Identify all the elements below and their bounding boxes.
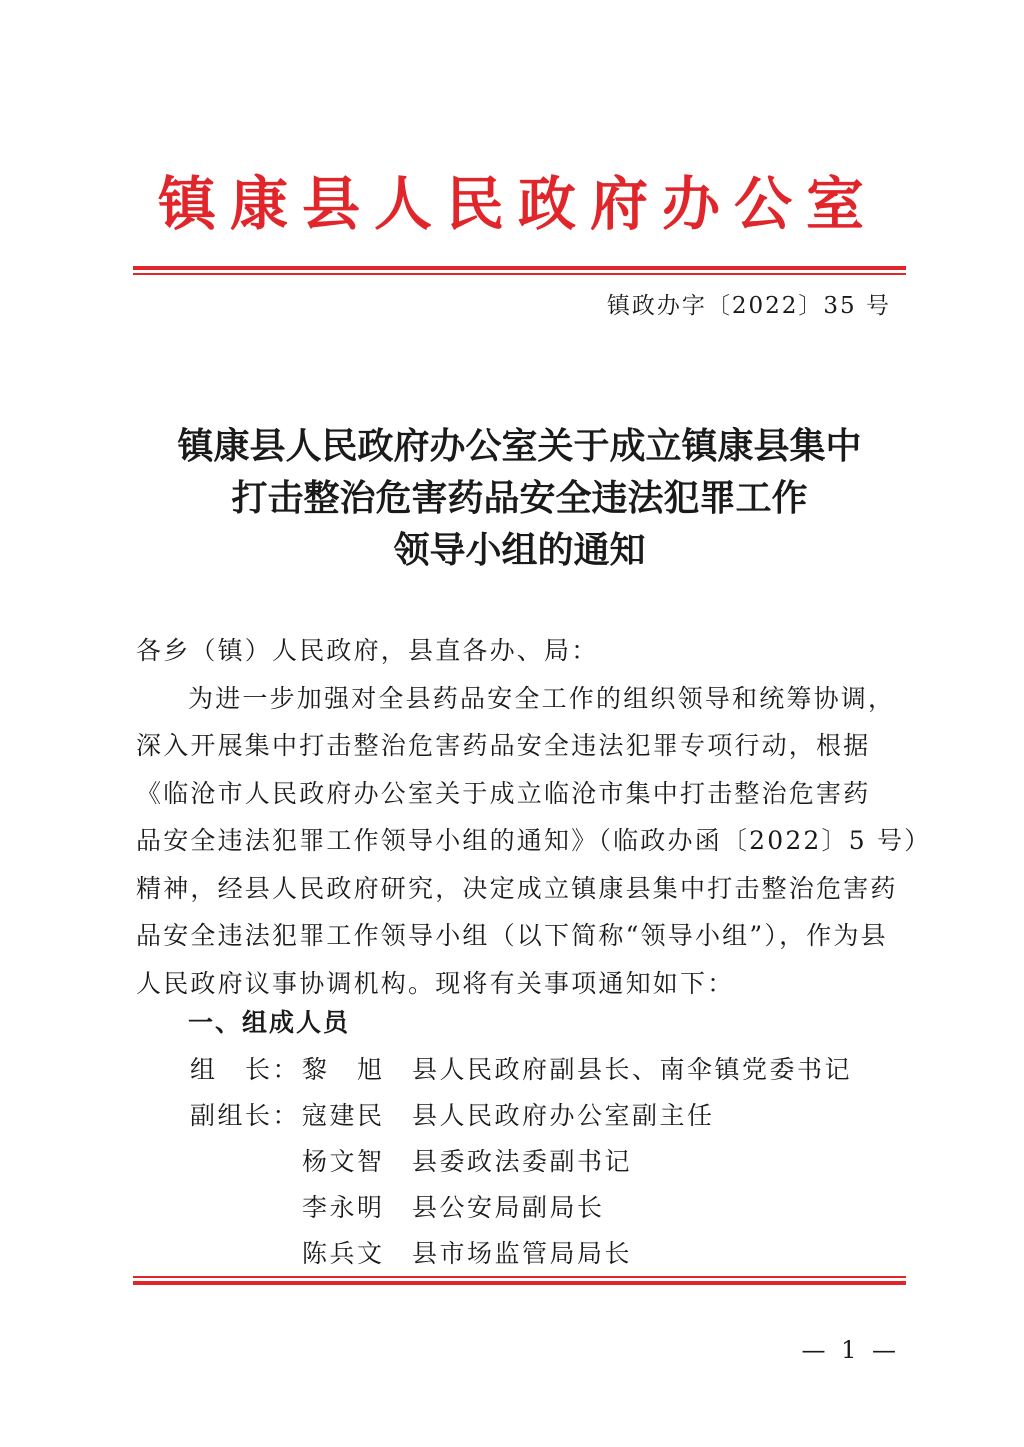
paragraph-line: 《临沧市人民政府办公室关于成立临沧市集中打击整治危害药: [136, 778, 871, 808]
member-row: [190, 1047, 852, 1093]
member-role: [190, 1231, 302, 1277]
member-post: 县市场监管局局长: [412, 1239, 633, 1268]
footer-red-rule-thin: [133, 1276, 906, 1278]
member-role: [190, 1185, 302, 1231]
paragraph-line: 品安全违法犯罪工作领导小组（以下简称“领导小组”），作为县: [136, 921, 888, 950]
header-red-rule-thin: [133, 273, 906, 275]
title-line: 镇康县人民政府办公室关于成立镇康县集中: [177, 425, 862, 467]
paragraph-line: 精神，经县人民政府研究，决定成立镇康县集中打击整治危害药: [136, 873, 898, 903]
member-post: 县人民政府办公室副主任: [412, 1101, 715, 1130]
member-name: 杨文智: [302, 1147, 385, 1176]
member-role: [190, 1139, 302, 1185]
document-title: [133, 420, 906, 576]
paragraph-line: 深入开展集中打击整治危害药品安全违法犯罪专项行动，根据: [136, 731, 871, 760]
member-row: [190, 1093, 852, 1139]
title-line: 领导小组的通知: [393, 529, 646, 571]
issuing-organization-header: 镇康县人民政府办公室: [157, 170, 878, 238]
header-red-rule-thick: [133, 266, 906, 270]
document-body: [136, 627, 932, 1007]
footer-red-rule-thick: [133, 1281, 906, 1285]
title-line: 打击整治危害药品安全违法犯罪工作: [231, 477, 808, 519]
member-post: 县委政法委副书记: [412, 1147, 633, 1176]
member-post: 县人民政府副县长、南伞镇党委书记: [412, 1055, 853, 1084]
member-row: [190, 1139, 852, 1185]
section-heading-members: 一、组成人员: [188, 1008, 351, 1037]
document-number: 镇政办字〔2022〕35 号: [606, 293, 891, 319]
member-name: 陈兵文: [302, 1239, 385, 1268]
member-role: 组 长：: [190, 1055, 301, 1084]
paragraph-line: 品安全违法犯罪工作领导小组的通知》（临政办函〔2022〕5 号）: [136, 826, 932, 855]
paragraph-line: 人民政府议事协调机构。现将有关事项通知如下：: [136, 968, 735, 998]
member-list: [190, 1047, 852, 1277]
member-name: 李永明: [302, 1193, 385, 1222]
paragraph-line: 为进一步加强对全县药品安全工作的组织领导和统筹协调，: [188, 683, 896, 713]
member-row: [190, 1185, 852, 1231]
member-row: [190, 1231, 852, 1277]
member-post: 县公安局副局长: [412, 1193, 605, 1222]
member-role: 副组长：: [190, 1101, 301, 1130]
member-name: 寇建民: [302, 1101, 385, 1130]
addressee: 各乡（镇）人民政府，县直各办、局：: [136, 636, 599, 665]
page-number: — 1 —: [801, 1336, 900, 1364]
member-name: 黎 旭: [302, 1055, 385, 1084]
